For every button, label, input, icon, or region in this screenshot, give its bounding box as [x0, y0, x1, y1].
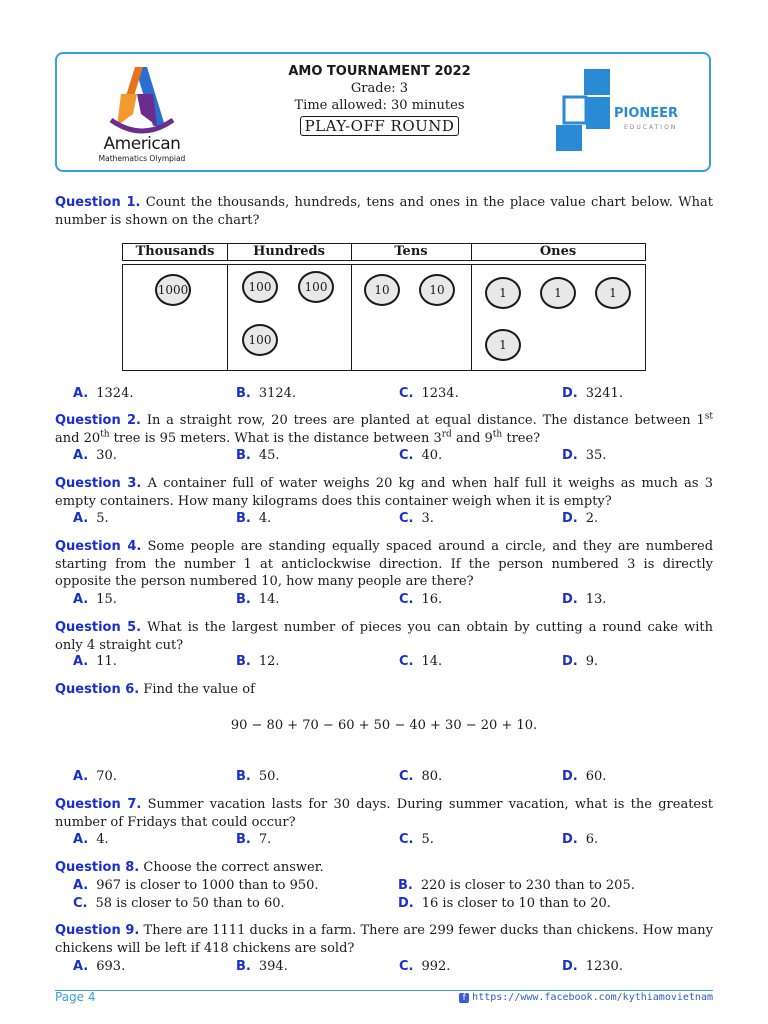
- question-6: [55, 681, 713, 699]
- option-b[interactable]: B. 4.: [236, 511, 272, 526]
- coin-hundred: 100: [242, 271, 278, 303]
- question-text: Find the value of: [143, 682, 255, 697]
- coin-thousand: 1000: [155, 274, 191, 306]
- page-number: Page 4: [55, 990, 96, 1004]
- question-8-options-row1: [55, 878, 713, 896]
- question-7: [55, 796, 713, 831]
- option-a[interactable]: A. 4.: [73, 832, 109, 847]
- question-text: In a straight row, 20 trees are planted at equal distance. The distance between 1st and 20th tree is 95 meters. What is the distance between 3rd and 9th tree?: [55, 411, 713, 446]
- option-d[interactable]: D. 2.: [562, 511, 599, 526]
- time-allowed-text: Time allowed: 30 minutes: [294, 98, 465, 113]
- option-c[interactable]: C. 14.: [399, 654, 443, 669]
- header-center: [257, 64, 502, 136]
- question-6-options: [55, 769, 713, 787]
- header-tens: Tens: [394, 244, 428, 259]
- question-3: [55, 475, 713, 510]
- amo-subtitle: Mathematics Olympiad: [98, 154, 186, 163]
- option-c[interactable]: C. 16.: [399, 592, 443, 607]
- question-2: [55, 412, 713, 447]
- question-8: [55, 859, 713, 877]
- amo-a-icon: [107, 64, 177, 134]
- chart-header-row: [122, 243, 646, 261]
- question-5-options: [55, 654, 713, 672]
- question-label: Question 5.: [55, 620, 142, 635]
- option-a[interactable]: A. 70.: [73, 769, 117, 784]
- coin-hundred: 100: [298, 271, 334, 303]
- option-c[interactable]: C. 58 is closer to 50 than to 60.: [73, 896, 285, 911]
- question-8-options-row2: [55, 896, 713, 914]
- option-a[interactable]: A. 30.: [73, 448, 117, 463]
- pioneer-name: PIONEER: [614, 106, 679, 121]
- option-a[interactable]: A. 967 is closer to 1000 than to 950.: [73, 878, 319, 893]
- header-thousands: Thousands: [135, 244, 215, 259]
- question-label: Question 3.: [55, 476, 142, 491]
- question-text: What is the largest number of pieces you can obtain by cutting a round cake with only 4 straight cut?: [55, 620, 713, 653]
- pioneer-blocks-icon: [552, 69, 612, 159]
- option-b[interactable]: B. 12.: [236, 654, 280, 669]
- question-9: [55, 922, 713, 957]
- option-b[interactable]: B. 45.: [236, 448, 280, 463]
- question-7-options: [55, 832, 713, 850]
- option-d[interactable]: D. 35.: [562, 448, 607, 463]
- round-title: PLAY-OFF ROUND: [300, 116, 460, 136]
- grade-text: Grade: 3: [350, 81, 409, 96]
- math-expression: 90 − 80 + 70 − 60 + 50 − 40 + 30 − 20 + 10.: [230, 718, 538, 733]
- coin-one: 1: [540, 277, 576, 309]
- question-3-options: [55, 511, 713, 529]
- coin-ten: 10: [419, 274, 455, 306]
- question-text: There are 1111 ducks in a farm. There are 299 fewer ducks than chickens. How many chickens will be left if 418 chickens are sold?: [55, 923, 713, 956]
- question-text: Summer vacation lasts for 30 days. During summer vacation, what is the greatest number of Fridays that could occur?: [55, 797, 714, 830]
- question-text: Some people are standing equally spaced around a circle, and they are numbered starting from the number 1 at anticlockwise direction. If the person numbered 3 is directly opposite the person numbered 10, how many people are there?: [55, 539, 714, 589]
- question-1-options: [55, 386, 713, 404]
- question-label: Question 4.: [55, 539, 142, 554]
- option-c[interactable]: C. 1234.: [399, 386, 459, 401]
- question-5: [55, 619, 713, 654]
- coin-hundred: 100: [242, 324, 278, 356]
- question-label: Question 7.: [55, 797, 142, 812]
- header-hundreds: Hundreds: [253, 244, 325, 259]
- option-b[interactable]: B. 7.: [236, 832, 272, 847]
- question-label: Question 1.: [55, 195, 141, 210]
- coin-one: 1: [485, 277, 521, 309]
- option-c[interactable]: C. 992.: [399, 959, 451, 974]
- option-d[interactable]: D. 16 is closer to 10 than to 20.: [398, 896, 611, 911]
- facebook-icon: f: [459, 993, 469, 1003]
- pioneer-logo: [552, 64, 692, 164]
- coin-one: 1: [485, 329, 521, 361]
- option-b[interactable]: B. 394.: [236, 959, 288, 974]
- option-a[interactable]: A. 5.: [73, 511, 109, 526]
- option-c[interactable]: C. 80.: [399, 769, 443, 784]
- option-d[interactable]: D. 3241.: [562, 386, 623, 401]
- header-ones: Ones: [539, 244, 577, 259]
- question-label: Question 2.: [55, 413, 141, 428]
- option-a[interactable]: A. 15.: [73, 592, 117, 607]
- facebook-url[interactable]: https://www.facebook.com/kythiamovietnam: [472, 992, 713, 1003]
- option-d[interactable]: D. 13.: [562, 592, 607, 607]
- option-a[interactable]: A. 11.: [73, 654, 117, 669]
- tournament-title: AMO TOURNAMENT 2022: [288, 64, 471, 79]
- option-c[interactable]: C. 40.: [399, 448, 443, 463]
- option-d[interactable]: D. 60.: [562, 769, 607, 784]
- question-text: Count the thousands, hundreds, tens and ones in the place value chart below. What number is shown on the chart?: [55, 195, 713, 228]
- pioneer-subtitle: EDUCATION: [624, 124, 678, 131]
- header-box: [55, 52, 711, 172]
- amo-name: American: [103, 134, 181, 154]
- coin-ten: 10: [364, 274, 400, 306]
- option-b[interactable]: B. 50.: [236, 769, 280, 784]
- option-b[interactable]: B. 220 is closer to 230 than to 205.: [398, 878, 635, 893]
- question-text: Choose the correct answer.: [143, 860, 324, 875]
- question-1: [55, 194, 713, 229]
- question-text: A container full of water weighs 20 kg and when half full it weighs as much as 3 empty containers. How many kilograms does this container weigh when it is empty?: [55, 476, 713, 509]
- question-9-options: [55, 959, 713, 977]
- amo-logo: [87, 64, 197, 164]
- question-label: Question 8.: [55, 860, 140, 875]
- question-4: [55, 538, 713, 591]
- option-c[interactable]: C. 3.: [399, 511, 434, 526]
- option-a[interactable]: A. 693.: [73, 959, 126, 974]
- option-b[interactable]: B. 3124.: [236, 386, 297, 401]
- question-4-options: [55, 592, 713, 610]
- option-b[interactable]: B. 14.: [236, 592, 280, 607]
- option-d[interactable]: D. 6.: [562, 832, 599, 847]
- coin-one: 1: [595, 277, 631, 309]
- option-a[interactable]: A. 1324.: [73, 386, 134, 401]
- chart-body-row: [122, 264, 646, 371]
- question-label: Question 9.: [55, 923, 140, 938]
- option-d[interactable]: D. 1230.: [562, 959, 623, 974]
- footer-divider: [55, 990, 713, 991]
- question-label: Question 6.: [55, 682, 140, 697]
- option-d[interactable]: D. 9.: [562, 654, 599, 669]
- option-c[interactable]: C. 5.: [399, 832, 434, 847]
- facebook-link[interactable]: [459, 992, 713, 1003]
- question-2-options: [55, 448, 713, 466]
